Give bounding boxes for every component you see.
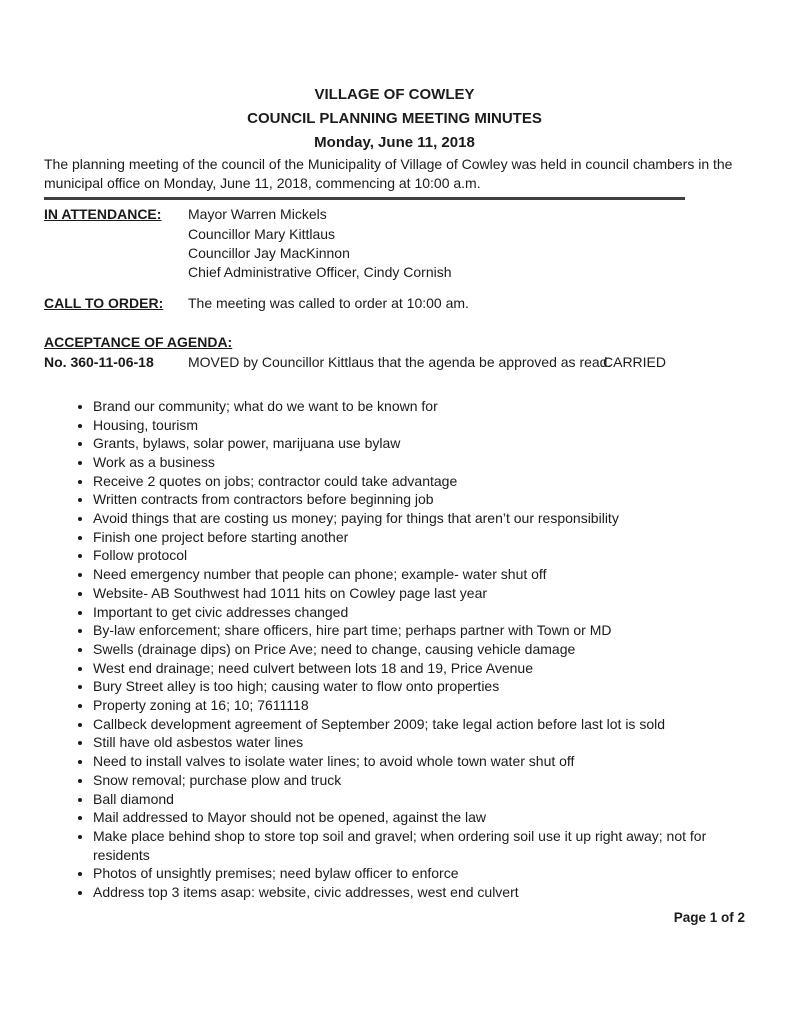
agenda-items-list <box>44 397 745 902</box>
agenda-item: • Still have old asbestos water lines <box>93 733 745 752</box>
attendee-name: Chief Administrative Officer, Cindy Cornish <box>188 264 452 281</box>
agenda-item: • Finish one project before starting another <box>93 528 745 547</box>
agenda-item: • Address top 3 items asap: website, civic addresses, west end culvert <box>93 883 745 902</box>
motion-text: MOVED by Councillor Kittlaus that the agenda be approved as read. <box>188 353 612 370</box>
meeting-date: Monday, June 11, 2018 <box>314 134 475 151</box>
agenda-item: • Make place behind shop to store top soil and gravel; when ordering soil use it up right away; not for residents <box>93 827 745 864</box>
attendance-label: IN ATTENDANCE: <box>44 206 162 223</box>
agenda-item: • Ball diamond <box>93 790 745 809</box>
agenda-item: • Snow removal; purchase plow and truck <box>93 771 745 790</box>
agenda-item: • Important to get civic addresses changed <box>93 603 745 622</box>
agenda-item: • Follow protocol <box>93 546 745 565</box>
attendance-section <box>44 205 745 282</box>
agenda-item: • Brand our community; what do we want to be known for <box>93 397 745 416</box>
document-header <box>44 83 745 155</box>
agenda-item: • Avoid things that are costing us money; paying for things that aren’t our responsibility <box>93 509 745 528</box>
agenda-item: • West end drainage; need culvert between lots 18 and 19, Price Avenue <box>93 659 745 678</box>
motion-result: CARRIED <box>603 353 667 370</box>
agenda-item: • Website- AB Southwest had 1011 hits on Cowley page last year <box>93 584 745 603</box>
agenda-item: • Need emergency number that people can phone; example- water shut off <box>93 565 745 584</box>
call-to-order-text: The meeting was called to order at 10:00 am. <box>188 295 469 312</box>
motion-row <box>44 353 745 372</box>
document-title: COUNCIL PLANNING MEETING MINUTES <box>247 110 542 127</box>
agenda-item: • Grants, bylaws, solar power, marijuana use bylaw <box>93 434 745 453</box>
agenda-item: • Mail addressed to Mayor should not be opened, against the law <box>93 808 745 827</box>
attendance-list <box>188 205 745 282</box>
organization-title: VILLAGE OF COWLEY <box>314 86 475 103</box>
page-number-label: Page 1 of 2 <box>673 910 745 925</box>
call-to-order-section <box>44 294 745 313</box>
attendee-name: Mayor Warren Mickels <box>188 206 327 223</box>
intro-paragraph: The planning meeting of the council of the Municipality of Village of Cowley was held in council chambers in the municipal office on Monday, June 11, 2018, commencing at 10:00 a.m. <box>44 156 733 192</box>
agenda-item: • Housing, tourism <box>93 416 745 435</box>
agenda-item: • Written contracts from contractors before beginning job <box>93 490 745 509</box>
agenda-item: • Swells (drainage dips) on Price Ave; need to change, causing vehicle damage <box>93 640 745 659</box>
agenda-item: • By-law enforcement; share officers, hire part time; perhaps partner with Town or MD <box>93 621 745 640</box>
agenda-item: • Receive 2 quotes on jobs; contractor could take advantage <box>93 472 745 491</box>
attendee-name: Councillor Jay MacKinnon <box>188 244 350 261</box>
agenda-item: • Need to install valves to isolate water lines; to avoid whole town water shut off <box>93 752 745 771</box>
agenda-item: • Property zoning at 16; 10; 7611118 <box>93 696 745 715</box>
agenda-item: • Photos of unsightly premises; need bylaw officer to enforce <box>93 864 745 883</box>
attendee-name: Councillor Mary Kittlaus <box>188 225 336 242</box>
section-divider <box>44 197 685 200</box>
motion-number: No. 360-11-06-18 <box>44 353 154 370</box>
agenda-item: • Callbeck development agreement of September 2009; take legal action before last lot is sold <box>93 715 745 734</box>
call-to-order-label: CALL TO ORDER: <box>44 295 164 312</box>
agenda-item: • Bury Street alley is too high; causing water to flow onto properties <box>93 677 745 696</box>
agenda-item: • Work as a business <box>93 453 745 472</box>
acceptance-of-agenda-section <box>44 333 745 371</box>
acceptance-of-agenda-label: ACCEPTANCE OF AGENDA: <box>44 334 233 351</box>
